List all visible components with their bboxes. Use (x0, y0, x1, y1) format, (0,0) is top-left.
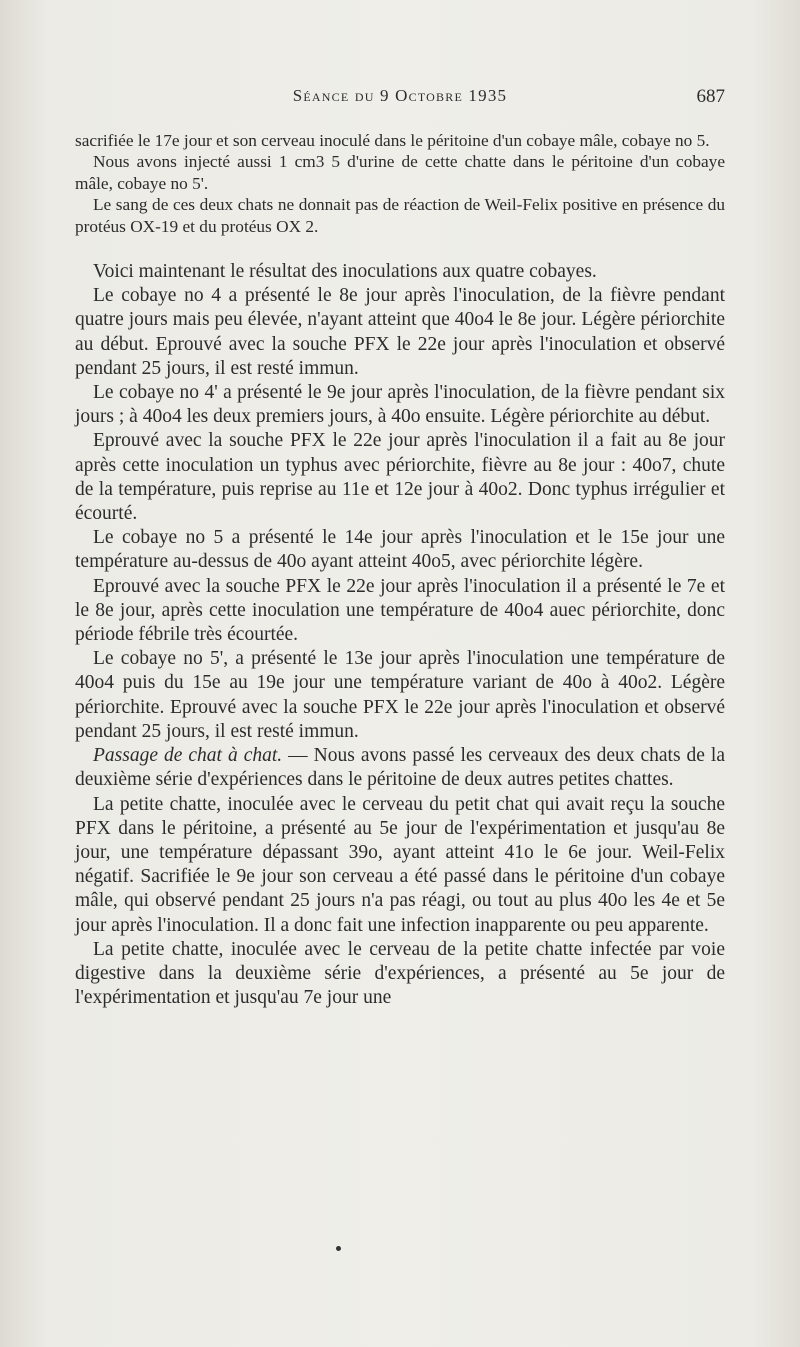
article-body (75, 130, 725, 1010)
paragraph: Le cobaye no 4 a présenté le 8e jour après l'inoculation, de la fièvre pendant quatre jours mais peu élevée, n'ayant atteint que 40o4 le 8e jour. Légère périorchite au début. Eprouvé avec la souche PFX le 22e jour après l'inoculation et observé pendant 25 jours, il est resté immun. (75, 285, 725, 379)
paragraph: Le sang de ces deux chats ne donnait pas de réaction de Weil-Felix positive en présence du protéus OX-19 et du protéus OX 2. (75, 195, 725, 236)
paragraph: La petite chatte, inoculée avec le cerveau du petit chat qui avait reçu la souche PFX dans le péritoine, a présenté au 5e jour de l'expérimentation et jusqu'au 8e jour, une température dépassant 39o, ayant atteint 41o le 6e jour. Weil-Felix négatif. Sacrifiée le 9e jour son cerveau a été passé dans le péritoine d'un cobaye mâle, qui observé pendant 25 jours n'a pas réagi, ou tout au plus 40o les 4e et 5e jour après l'inoculation. Il a donc fait une infection inapparente ou peu apparente. (75, 793, 725, 936)
paragraph: Nous avons injecté aussi 1 cm3 5 d'urine de cette chatte dans le péritoine d'un cobaye mâle, cobaye no 5'. (75, 152, 725, 193)
page-number: 687 (696, 86, 725, 107)
ink-spot (336, 1246, 341, 1251)
paragraph: Le cobaye no 5', a présenté le 13e jour après l'inoculation une température de 40o4 puis du 15e au 19e jour une température variant de 40o à 40o2. Légère périorchite. Eprouvé avec la souche PFX le 22e jour après l'inoculation et observé pendant 25 jours, il est resté immun. (75, 648, 725, 742)
paragraph: Eprouvé avec la souche PFX le 22e jour après l'inoculation il a présenté le 7e et le 8e jour, après cette inoculation une température de 40o4 auec périorchite, donc période fébrile très écourtée. (75, 575, 725, 646)
paragraph: La petite chatte, inoculée avec le cerveau de la petite chatte infectée par voie digestive dans la deuxième série d'expériences, a présenté au 5e jour de l'expérimentation et jusqu'au 7e jour une (75, 938, 725, 1009)
paragraph: Eprouvé avec la souche PFX le 22e jour après l'inoculation il a fait au 8e jour après cette inoculation un typhus avec périorchite, fièvre au 8e jour : 40o7, chute de la température, puis reprise au 11e et 12e jour à 40o2. Donc typhus irrégulier et écourté. (75, 430, 725, 525)
paragraph: Voici maintenant le résultat des inoculations aux quatre cobayes. (93, 261, 597, 283)
page-header (75, 86, 725, 110)
section-text: — Nous avons passé les cerveaux des deux chats de la deuxième série d'expériences dans le péritoine de deux autres petites chattes. (75, 745, 726, 791)
section-paragraph (75, 744, 725, 792)
paragraph: Le cobaye no 4' a présenté le 9e jour après l'inoculation, de la fièvre pendant six jours ; à 40o4 les deux premiers jours, à 40o ensuite. Légère périorchite au début. (75, 382, 725, 428)
running-head: Séance du 9 Octobre 1935 (292, 86, 508, 105)
paragraph: sacrifiée le 17e jour et son cerveau inoculé dans le péritoine d'un cobaye mâle, cobaye no 5. (75, 131, 710, 150)
paragraph-gap (75, 237, 725, 260)
paragraph: Le cobaye no 5 a présenté le 14e jour après l'inoculation et le 15e jour une température au-dessus de 40o ayant atteint 40o5, avec périorchite légère. (75, 527, 725, 573)
section-lead: Passage de chat à chat. (93, 745, 283, 767)
